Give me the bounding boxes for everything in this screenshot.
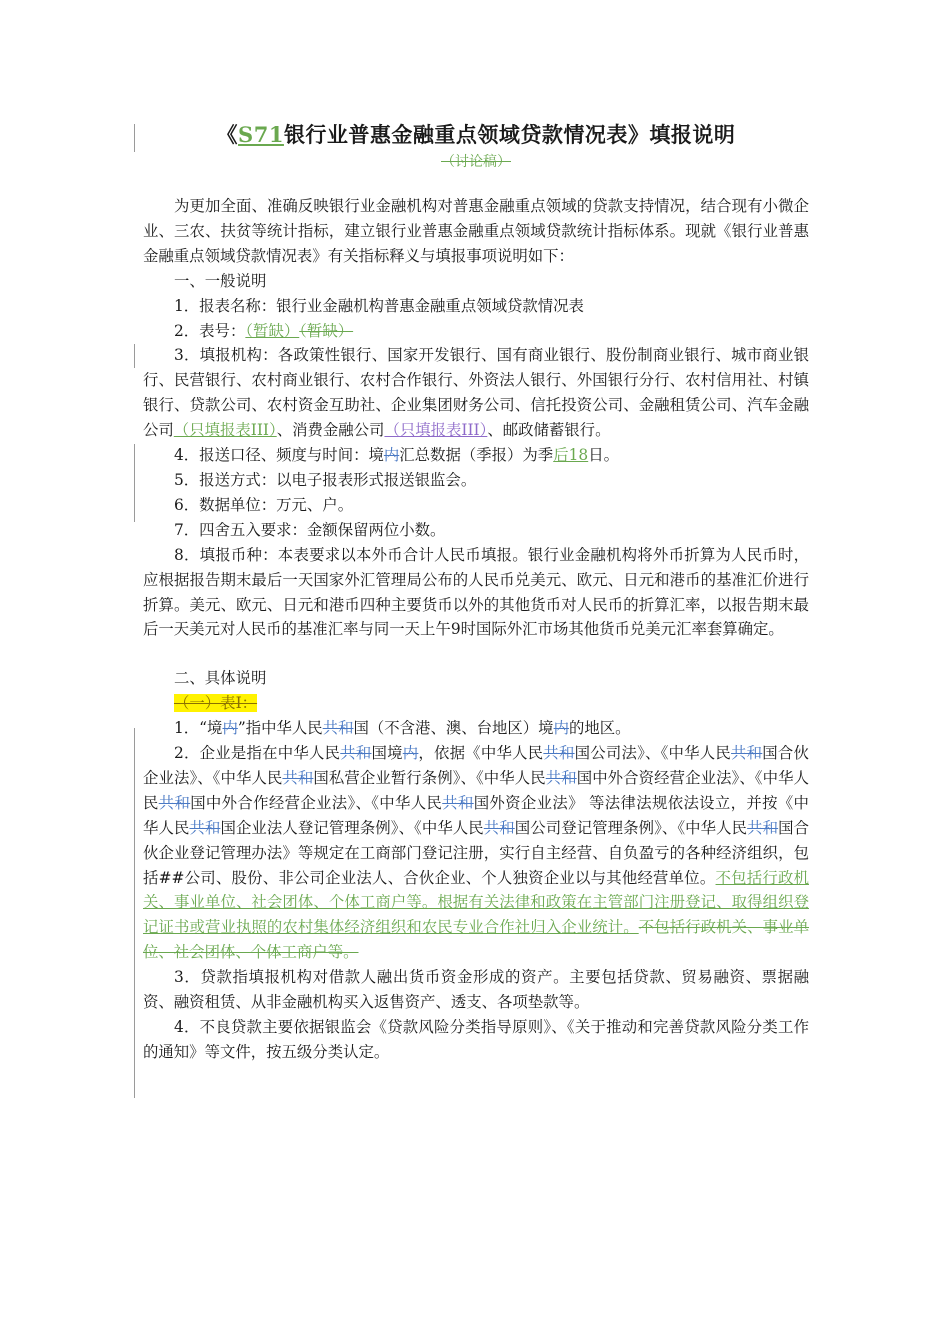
list-item: 6．数据单位：万元、户。 <box>174 495 354 514</box>
change-bar <box>134 496 135 522</box>
inserted-text: （只填报表III） <box>384 421 488 440</box>
deleted-text: （讨论稿） <box>441 154 511 170</box>
inserted-text: S71 <box>238 122 284 147</box>
deleted-text: 共和 <box>282 768 314 787</box>
sub-heading <box>143 691 809 716</box>
section-heading: 一、一般说明 <box>174 271 267 290</box>
list-item: 2．表号：（暂缺）（暂缺） <box>174 321 354 340</box>
deleted-text: 不包括行政机关、事业单位、社会团体、个体工商户等。 <box>143 918 809 962</box>
inserted-text: （暂缺） <box>245 321 300 340</box>
list-item: 3．填报机构：各政策性银行、国家开发银行、国有商业银行、股份制商业银行、城市商业银行、民营银行、农村商业银行、农村合作银行、外资法人银行、外国银行分行、农村信用社、村镇银行、贷款公司、农村资金互助社、企业集团财务公司、信托投资公司、金融租赁公司、汽车金融公司（只填报表III）、消费金融公司（只填报表III）、邮政储蓄银行。 <box>143 346 809 440</box>
spacer <box>143 642 809 666</box>
intro-paragraph: 为更加全面、准确反映银行业金融机构对普惠金融重点领域的贷款支持情况，结合现有小微企业、三农、扶贫等统计指标，建立银行业普惠金融重点领域贷款统计指标体系。现就《银行业普惠金融重点领域贷款情况表》有关指标释义与填报事项说明如下： <box>143 197 809 265</box>
section-heading: 二、具体说明 <box>174 669 267 688</box>
deleted-text: 内 <box>553 719 569 738</box>
list-item: 5．报送方式：以电子报表形式报送银监会。 <box>174 470 477 489</box>
deleted-text: 共和 <box>442 793 474 812</box>
deleted-text: 内 <box>402 744 419 763</box>
list-item: 7．四舍五入要求：金额保留两位小数。 <box>174 520 446 539</box>
change-bar <box>134 728 135 1098</box>
deleted-text: 共和 <box>543 744 575 763</box>
list-item: 3．贷款指填报机构对借款人融出货币资金形成的资产。主要包括贷款、贸易融资、票据融资、融资租赁、从非金融机构买入返售资产、透支、各项垫款等。 <box>143 968 809 1012</box>
deleted-text: （暂缺） <box>299 321 354 340</box>
deleted-text: 共和 <box>322 719 354 738</box>
deleted-text: 共和 <box>158 793 191 812</box>
list-item: 4．不良贷款主要依据银监会《贷款风险分类指导原则》、《关于推动和完善贷款风险分类工作的通知》等文件，按五级分类认定。 <box>143 1018 809 1061</box>
change-bar <box>134 344 135 368</box>
deleted-text: 内 <box>383 446 400 465</box>
inserted-text: 不包括行政机关、事业单位、社会团体、个体工商户等。根据有关法律和政策在主管部门注册登记、取得组织登记证书或营业执照的农村集体经济组织和农民专业合作社归入企业统计。 <box>143 868 809 937</box>
list-item: 4．报送口径、频度与时间：境内汇总数据（季报）为季后18日。 <box>174 446 619 465</box>
deleted-text: 共和 <box>483 818 515 837</box>
change-bar <box>134 444 135 498</box>
inserted-text: （只填报表III） <box>173 421 277 440</box>
change-bar <box>134 124 135 152</box>
deleted-text: 共和 <box>747 818 779 837</box>
list-item: 2．企业是指在中华人民共和国境内，依据《中华人民共和国公司法》、《中华人民共和国合伙企业法》、《中华人民共和国私营企业暂行条例》、《中华人民共和国中外合资经营企业法》、《中华人民共和国中外合作经营企业法》、《中华人民共和国外资企业法》 等法律法规依法设立，并按《中华人民共和国企业法人登记管理条例》、《中华人民共和国公司登记管理条例》、《中华人民共和国合伙企业登记管理办法》等规定在工商部门登记注册，实行自主经营、自负盈亏的各种经济组织，包括##公司、股份、非公司企业法人、合伙企业、个人独资企业以与其他经营单位。不包括行政机关、事业单位、社会团体、个体工商户等。根据有关法律和政策在主管部门注册登记、取得组织登记证书或营业执照的农村集体经济组织和农民专业合作社归入企业统计。不包括行政机关、事业单位、社会团体、个体工商户等。 <box>143 744 809 962</box>
list-item: 8．填报币种：本表要求以本外币合计人民币填报。银行业金融机构将外币折算为人民币时，应根据报告期末最后一天国家外汇管理局公布的人民币兑美元、欧元、日元和港币的基准汇价进行折算。美元、欧元、日元和港币四种主要货币以外的其他货币对人民币的折算汇率，以报告期末最后一天美元对人民币的基准汇率与同一天上午9时国际外汇市场其他货币兑美元汇率套算确定。 <box>143 545 809 639</box>
deleted-text: 共和 <box>340 744 372 763</box>
inserted-text: 后18 <box>553 446 589 465</box>
list-item: 1．“境内”指中华人民共和国（不含港、澳、台地区）境内的地区。 <box>174 719 631 738</box>
deleted-text: 内 <box>222 719 238 738</box>
deleted-highlighted-text: （一）表I： <box>174 694 258 713</box>
list-item: 1．报表名称：银行业金融机构普惠金融重点领域贷款情况表 <box>174 296 584 315</box>
deleted-text: 共和 <box>731 744 763 763</box>
subtitle <box>143 152 809 172</box>
page-title: 《S71银行业普惠金融重点领域贷款情况表》填报说明 <box>216 122 736 147</box>
deleted-text: 共和 <box>545 768 577 787</box>
document-body <box>143 118 809 1065</box>
deleted-text: 共和 <box>189 818 221 837</box>
